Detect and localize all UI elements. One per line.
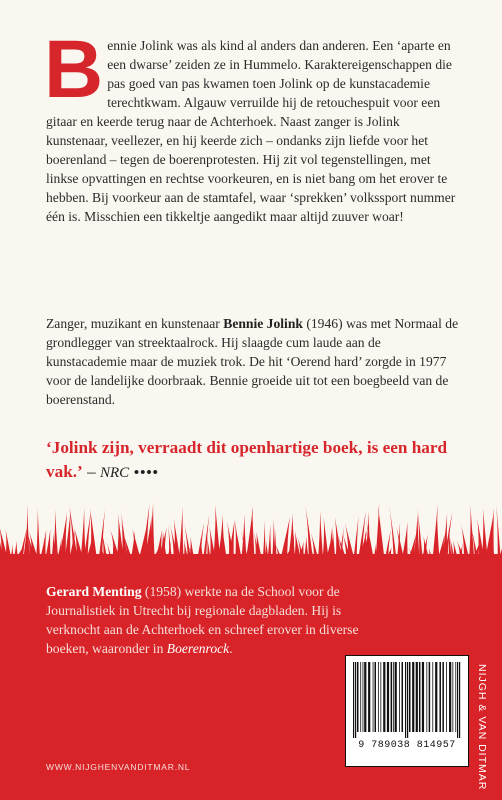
barcode-bar	[383, 662, 385, 732]
barcode-bar	[416, 662, 418, 732]
grass-blade	[303, 536, 309, 562]
author-bio	[46, 582, 376, 658]
barcode-bar	[442, 662, 444, 732]
quote-text: ‘Jolink zijn, verraadt dit openhartige boek, is een hard vak.’	[46, 438, 448, 481]
quote-rating: ••••	[129, 465, 159, 481]
isbn-barcode	[345, 655, 469, 767]
grass-blade	[496, 503, 501, 562]
barcode-guard-bar	[457, 662, 458, 738]
barcode-bar	[439, 662, 441, 732]
grass-blade	[318, 510, 324, 562]
barcode-guard-bar	[353, 662, 354, 738]
grass-blade	[179, 506, 184, 562]
barcode-bar	[455, 662, 456, 732]
grass-blade	[453, 540, 459, 562]
barcode-bar	[432, 662, 433, 732]
barcode-bars	[353, 662, 461, 738]
barcode-bar	[422, 662, 424, 732]
blurb-paragraph	[44, 24, 464, 226]
grass-blade	[53, 509, 58, 562]
barcode-bar	[375, 662, 377, 732]
author-name: Gerard Menting	[46, 584, 142, 599]
quote-source: NRC	[99, 465, 130, 481]
author-end: .	[229, 641, 233, 656]
barcode-bar	[373, 662, 374, 732]
blurb-text: ennie Jolink was als kind al anders dan anderen. Een ‘aparte en een dwarse’ zeiden ze in Hummelo. Karaktereigenschappen die pas goed van pas kwamen toen Jolink op de kunstacademie terechtkwam. Algauw verruilde hij de retouchespuit voor een gitaar en keerde terug naar de Achterhoek. Naast zanger is Jolink kunstenaar, veellezer, en hij keerde zich – ondanks zijn liefde voor het boerenland – tegen de boerenprotesten. Hij zit vol tegenstellingen, met linkse opvattingen en rechtse voorkeuren, en is niet bang om het erover te hebben. Bij voorkeur aan de stamtafel, waar ‘sprekken’ volkssport nummer één is. Misschien een tikkeltje aangedikt maar altijd zuuver woar!	[46, 38, 456, 224]
barcode-guard-bar	[407, 662, 408, 738]
grass-blade	[288, 513, 296, 562]
publisher-website: WWW.NIJGHENVANDITMAR.NL	[46, 762, 191, 772]
barcode-bar	[409, 662, 411, 732]
grass-blade	[267, 524, 271, 562]
barcode-bar	[402, 662, 404, 732]
grass-blade	[36, 507, 40, 562]
barcode-bar	[357, 662, 359, 732]
barcode-bar	[435, 662, 437, 732]
publisher-logo	[472, 664, 500, 791]
barcode-bar	[446, 662, 447, 732]
barcode-bar	[363, 662, 364, 732]
bio-rest: (1946) was met Normaal de grondlegger van streektaalrock. Hij slaagde cum laude aan de kunstacademie maar de muziek trok. De hit ‘Oerend hard’ zorgde in 1977 voor de landelijke doorbraak. Bennie groeide uit tot een boegbeeld van de boerenstand.	[46, 316, 459, 407]
barcode-guard-bar	[459, 662, 460, 738]
barcode-bar	[391, 662, 393, 732]
barcode-bar	[368, 662, 370, 732]
grass-blade	[26, 503, 30, 562]
barcode-bar	[412, 662, 414, 732]
barcode-bar	[449, 662, 451, 732]
grass-blade	[422, 537, 430, 562]
author-book-title: Boerenrock	[166, 641, 230, 656]
barcode-bar	[452, 662, 453, 732]
barcode-bar	[395, 662, 397, 732]
barcode-guard-bar	[355, 662, 356, 738]
drop-cap: B	[44, 24, 104, 115]
bio-name: Bennie Jolink	[223, 316, 303, 331]
quote-dash: –	[82, 462, 100, 481]
barcode-bar	[360, 662, 361, 732]
barcode-bar	[380, 662, 381, 732]
barcode-guard-bar	[405, 662, 406, 738]
barcode-bar	[429, 662, 431, 732]
barcode-bar	[399, 662, 400, 732]
publisher-name: NIJGH & VAN DITMAR	[476, 664, 488, 791]
barcode-bar	[387, 662, 389, 732]
subject-bio	[46, 314, 464, 409]
grass-blade	[469, 504, 475, 562]
bio-intro: Zanger, muzikant en kunstenaar	[46, 316, 224, 331]
press-quote	[46, 436, 464, 485]
barcode-bar	[393, 662, 394, 732]
barcode-bar	[419, 662, 421, 732]
barcode-bar	[364, 662, 366, 732]
barcode-bar	[426, 662, 427, 732]
isbn-number: 9 789038 814957	[358, 740, 456, 751]
author-rest: (1958) werkte na de School voor de Journalistiek in Utrecht bij regionale dagbladen. Hij is verknocht aan de Achterhoek en schreef erover in diverse boeken, waaronder in	[46, 584, 359, 656]
barcode-bar	[378, 662, 379, 732]
